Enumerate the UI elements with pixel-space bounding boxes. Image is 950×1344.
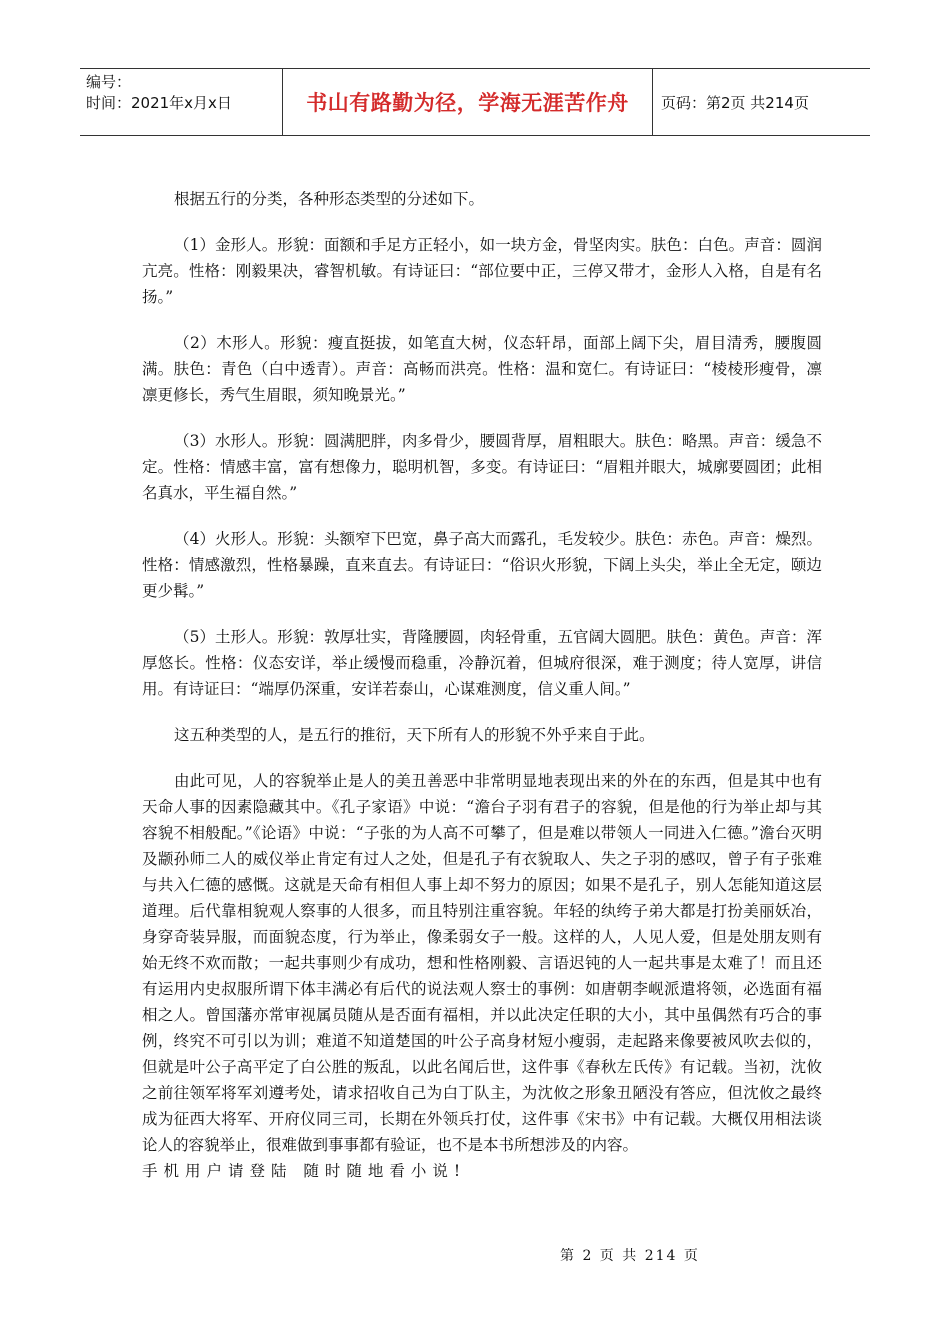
paragraph-intro: 根据五行的分类，各种形态类型的分述如下。 xyxy=(174,190,485,208)
paragraph-water-type: （3）水形人。形貌：圆满肥胖，肉多骨少，腰圆背厚，眉粗眼大。肤色：略黑。声音：缓急不定。性格：情感丰富，富有想像力，聪明机智，多变。有诗证曰：“眉粗并眼大，城廓要圆团；此相名真水，平生福自然。” xyxy=(142,432,822,502)
header-page-cell xyxy=(653,69,870,135)
paragraph-discussion: 由此可见，人的容貌举止是人的美丑善恶中非常明显地表现出来的外在的东西，但是其中也有天命人事的因素隐藏其中。《孔子家语》中说：“澹台子羽有君子的容貌，但是他的行为举止却与其容貌不相般配。”《论语》中说：“子张的为人高不可攀了，但是难以带领人一同进入仁德。”澹台灭明及颛孙师二人的威仪举止肯定有过人之处，但是孔子有衣貌取人、失之子羽的感叹，曾子有子张难与共入仁德的感慨。这就是天命有相但人事上却不努力的原因；如果不是孔子，别人怎能知道这层道理。后代靠相貌观人察事的人很多，而且特别注重容貌。年轻的纨绔子弟大都是打扮美丽妖冶，身穿奇装异服，而面貌态度，行为举止，像柔弱女子一般。这样的人，人见人爱，但是处朋友则有始无终不欢而散；一起共事则少有成功，想和性格刚毅、言语迟钝的人一起共事是太难了！而且还有运用内史叔服所谓下体丰满必有后代的说法观人察士的事例：如唐朝李岘派遣将领，必选面有福相之人。曾国藩亦常审视属员随从是否面有福相，并以此决定任职的大小，其中虽偶然有巧合的事例，终究不可引以为训；难道不知道楚国的叶公子高身材短小瘦弱，走起路来像要被风吹去似的，但就是叶公子高平定了白公胜的叛乱，以此名闻后世，这件事《春秋左氏传》有记载。当初，沈攸之前往领军将军刘遵考处，请求招收自己为白丁队主，为沈攸之形象丑陋没有答应，但沈攸之最终成为征西大将军、开府仪同三司，长期在外领兵打仗，这件事《宋书》中有记载。大概仅用相法谈论人的容貌举止，很难做到事事都有验证，也不是本书所想涉及的内容。 xyxy=(142,772,822,1154)
paragraph-metal-type: （1）金形人。形貌：面额和手足方正轻小，如一块方金，骨坚肉实。肤色：白色。声音：圆润亢亮。性格：刚毅果决，睿智机敏。有诗证曰：“部位要中正，三停又带才，金形人入格，自是有名扬。” xyxy=(142,236,822,306)
header-motto-cell xyxy=(283,69,653,135)
header-page-info: 页码：第2页 共214页 xyxy=(661,93,809,112)
page-footer: 第 2 页 共 214 页 xyxy=(560,1248,700,1264)
document-number-label: 编号： xyxy=(86,73,132,91)
paragraph-fire-type: （4）火形人。形貌：头额窄下巴宽，鼻子高大而露孔，毛发较少。肤色：赤色。声音：燥烈。性格：情感激烈，性格暴躁，直来直去。有诗证曰：“俗识火形貌，下阔上头尖，举止全无定，颐边更少髯。” xyxy=(142,530,822,600)
document-date-label: 时间：2021年x月x日 xyxy=(86,94,232,112)
paragraph-earth-type: （5）土形人。形貌：敦厚壮实，背隆腰圆，肉轻骨重，五官阔大圆肥。肤色：黄色。声音：浑厚悠长。性格：仪态安详，举止缓慢而稳重，冷静沉着，但城府很深，难于测度；待人宽厚，讲信用。有诗证曰：“端厚仍深重，安详若泰山，心谋难测度，信义重人间。” xyxy=(142,628,822,698)
paragraph-wood-type: （2）木形人。形貌：瘦直挺拔，如笔直大树，仪态轩昂，面部上阔下尖，眉目清秀，腰腹圆满。肤色：青色（白中透青）。声音：高畅而洪亮。性格：温和宽仁。有诗证曰：“棱棱形瘦骨，凛凛更修长，秀气生眉眼，须知晚景光。” xyxy=(142,334,822,404)
header-motto: 书山有路勤为径，学海无涯苦作舟 xyxy=(306,91,629,115)
document-body xyxy=(142,186,822,1184)
paragraph-summary: 这五种类型的人，是五行的推衍，天下所有人的形貌不外乎来自于此。 xyxy=(174,726,655,744)
document-header xyxy=(80,68,870,136)
header-meta xyxy=(80,69,283,135)
promo-line: 手机用户请登陆 随时随地看小说! xyxy=(142,1162,467,1180)
